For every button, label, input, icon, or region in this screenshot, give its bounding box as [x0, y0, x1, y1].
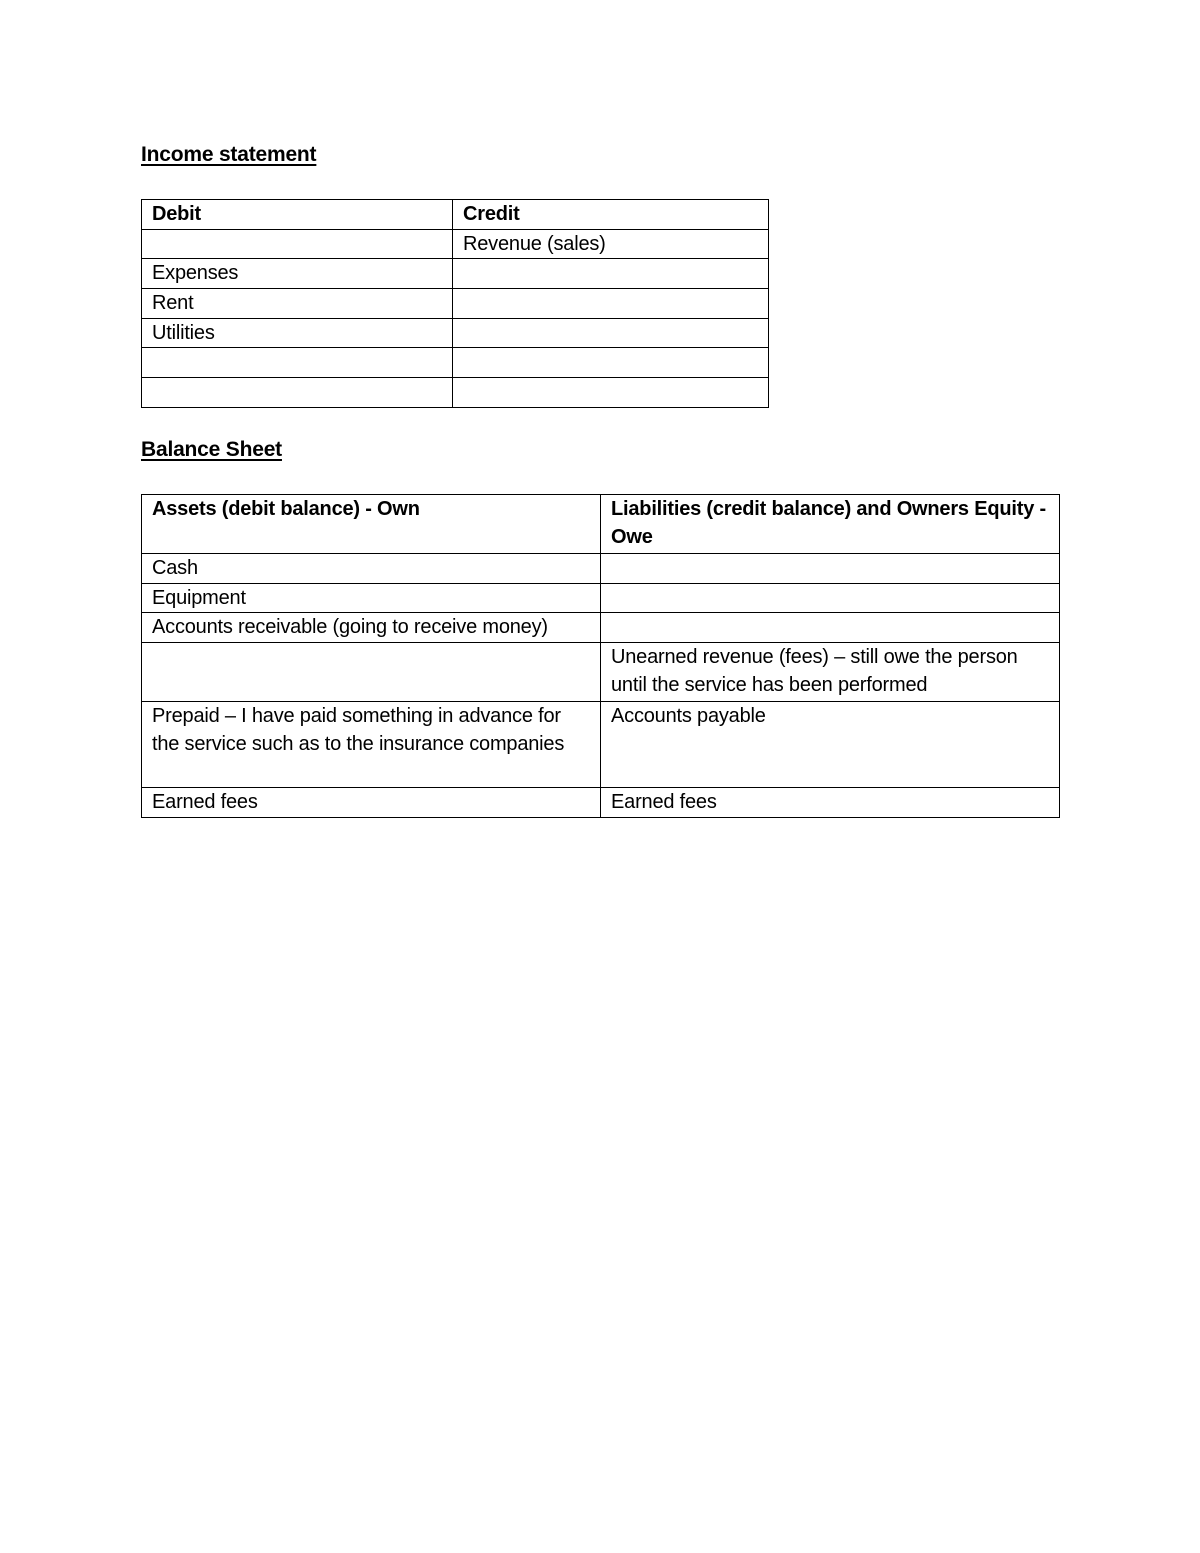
table-row — [142, 702, 1060, 788]
assets-cell: Equipment — [142, 583, 601, 613]
assets-cell: Prepaid – I have paid something in advance for the service such as to the insurance companies — [142, 702, 601, 788]
liabilities-cell — [601, 554, 1060, 584]
table-row — [142, 613, 1060, 643]
table-row — [142, 289, 769, 319]
assets-header: Assets (debit balance) - Own — [142, 495, 601, 554]
table-row — [142, 378, 769, 408]
balance-sheet-title: Balance Sheet — [141, 438, 282, 461]
debit-cell: Utilities — [142, 318, 453, 348]
table-row — [142, 318, 769, 348]
debit-cell — [142, 378, 453, 408]
assets-cell: Accounts receivable (going to receive money) — [142, 613, 601, 643]
income-statement-table — [141, 199, 769, 408]
assets-cell — [142, 643, 601, 702]
liabilities-header: Liabilities (credit balance) and Owners Equity - Owe — [601, 495, 1060, 554]
credit-cell — [453, 348, 769, 378]
credit-cell — [453, 318, 769, 348]
liabilities-cell: Earned fees — [601, 788, 1060, 818]
credit-cell — [453, 378, 769, 408]
liabilities-cell: Unearned revenue (fees) – still owe the person until the service has been performed — [601, 643, 1060, 702]
credit-cell — [453, 259, 769, 289]
table-header-row — [142, 200, 769, 230]
debit-header: Debit — [142, 200, 453, 230]
credit-cell — [453, 289, 769, 319]
debit-cell: Expenses — [142, 259, 453, 289]
liabilities-cell — [601, 583, 1060, 613]
debit-cell: Rent — [142, 289, 453, 319]
table-row — [142, 643, 1060, 702]
assets-cell: Cash — [142, 554, 601, 584]
liabilities-cell — [601, 613, 1060, 643]
table-row — [142, 229, 769, 259]
table-row — [142, 348, 769, 378]
balance-sheet-table — [141, 494, 1060, 818]
credit-header: Credit — [453, 200, 769, 230]
debit-cell — [142, 348, 453, 378]
table-row — [142, 788, 1060, 818]
table-row — [142, 554, 1060, 584]
debit-cell — [142, 229, 453, 259]
assets-cell: Earned fees — [142, 788, 601, 818]
table-header-row — [142, 495, 1060, 554]
income-statement-title: Income statement — [141, 143, 317, 166]
table-row — [142, 583, 1060, 613]
liabilities-cell: Accounts payable — [601, 702, 1060, 788]
table-row — [142, 259, 769, 289]
credit-cell: Revenue (sales) — [453, 229, 769, 259]
